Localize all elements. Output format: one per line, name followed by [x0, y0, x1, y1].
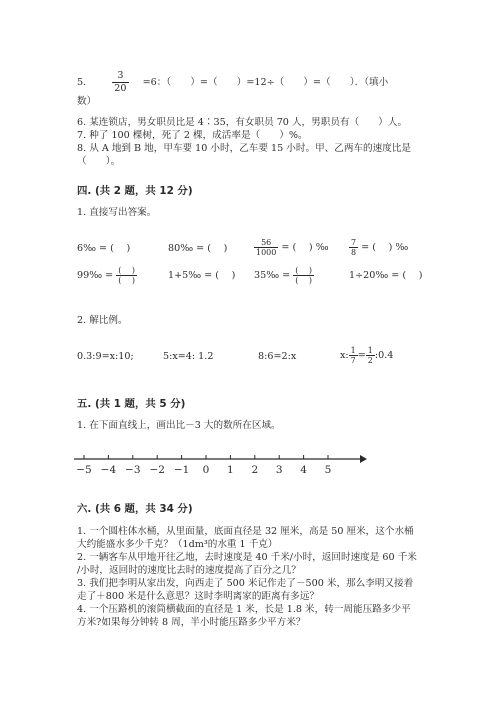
question-7: 7. 种了 100 棵树，死了 2 棵，成活率是（ ）%。 — [77, 130, 308, 141]
proportion-4: x: $\frac{1}{7}$ = $\frac{1}{2}$ :0.4 — [340, 346, 394, 365]
fraction-7-8: $\frac{7}{8}$ — [351, 238, 357, 257]
proportion-2: 5:x=4: 1.2 — [163, 351, 214, 362]
number-line-label: 2 — [251, 464, 259, 476]
expr-7-8: $\frac{7}{8}$ = ( ) ‰ — [351, 238, 409, 257]
question-8-wrap: （ ）。 — [77, 156, 121, 167]
number-line-label: 3 — [275, 464, 283, 476]
expr-6permil: 6‰ = ( ) — [77, 243, 131, 254]
expr-1div20permil: 1÷20‰ = ( ) — [349, 270, 423, 281]
section-5-heading: 五. (共 1 题，共 5 分) — [77, 398, 186, 410]
section-6-heading: 六. (共 6 题，共 34 分) — [77, 503, 193, 515]
section-6-line-3: 2. 一辆客车从甲地开往乙地，去时速度是 40 千米/小时，返回时速度是 60 千米 — [77, 552, 417, 563]
expr-99permil: 99‰ = $\frac{( )}{( )}$ — [77, 266, 136, 285]
section-4-question-1: 1. 直接写出答案。 — [77, 207, 157, 218]
number-line-label: 1 — [227, 464, 234, 476]
section-6-line-6: 走了＋800 米是什么意思？这时李明离家的距离有多远？ — [77, 591, 320, 602]
section-4-heading: 四. (共 2 题，共 12 分) — [77, 185, 193, 197]
fraction-blank: $\frac{( )}{( )}$ — [118, 266, 136, 285]
section-6-line-7: 4. 一个压路机的滚筒横截面的直径是 1 米，长是 1.8 米，转一周能压路多少平 — [77, 604, 411, 615]
proportion-3: 8:6=2:x — [258, 351, 297, 362]
number-line-label: −5 — [76, 464, 92, 476]
fraction-1-2: $\frac{1}{2}$ — [367, 346, 373, 365]
fraction-blank: $\frac{( )}{( )}$ — [295, 266, 313, 285]
fraction-1-7: $\frac{1}{7}$ — [350, 346, 356, 365]
expr-56-1000: $\frac{56}{1000}$ = ( ) ‰ — [256, 238, 329, 257]
question-5-blanks: =6：（ ）=（ ）=12÷（ ）=（ ）．（填小 — [142, 77, 389, 88]
number-line-label: −1 — [173, 464, 190, 476]
fraction-56-1000: $\frac{56}{1000}$ — [256, 238, 277, 257]
number-line-label: 5 — [324, 464, 332, 476]
question-6: 6. 某连锁店，男女职员比是 4∶35，有女职员 70 人，男职员有（ ）人。 — [77, 117, 408, 128]
number-line-label: −2 — [149, 464, 165, 476]
section-5-question-1: 1. 在下面直线上，画出比－3 大的数所在区域。 — [77, 420, 281, 431]
number-line-label: 4 — [300, 464, 307, 476]
section-6-line-2: 大约能盛水多少千克？（1dm³的水重 1 千克） — [77, 539, 278, 550]
fraction-3-20: $\frac{3}{20}$ — [114, 70, 127, 94]
question-8: 8. 从 A 地到 B 地，甲车要 10 小时，乙车要 15 小时。甲、乙两车的速度比是 — [77, 143, 412, 154]
question-5 — [77, 70, 388, 95]
number-line-label: −3 — [125, 464, 141, 476]
section-6-line-1: 1. 一个圆柱体水桶，从里面量，底面直径是 32 厘米，高是 50 厘米，这个水桶 — [77, 526, 414, 537]
expr-80permil: 80‰ = ( ) — [168, 243, 228, 254]
proportion-1: 0.3:9=x:10; — [77, 351, 134, 362]
number-line — [70, 448, 370, 478]
section-4-question-2: 2. 解比例。 — [77, 315, 128, 326]
question-5-number: 5. — [77, 77, 87, 88]
expr-1plus5permil: 1+5‰ = ( ) — [168, 270, 236, 281]
section-6-line-4: /小时，返回时的速度比去时的速度提高了百分之几？ — [77, 565, 301, 576]
section-6-line-8: 方米?如果每分钟转 8 周，半小时能压路多少平方米？ — [77, 617, 306, 628]
number-line-arrow — [360, 455, 367, 463]
expr-35permil: 35‰ = $\frac{( )}{( )}$ — [254, 266, 313, 285]
number-line-label: 0 — [202, 464, 210, 476]
number-line-label: −4 — [100, 464, 117, 476]
question-5-wrap: 数） — [77, 96, 97, 107]
section-6-line-5: 3. 我们把李明从家出发，向西走了 500 米记作走了－500 米，那么李明又接着 — [77, 578, 414, 589]
